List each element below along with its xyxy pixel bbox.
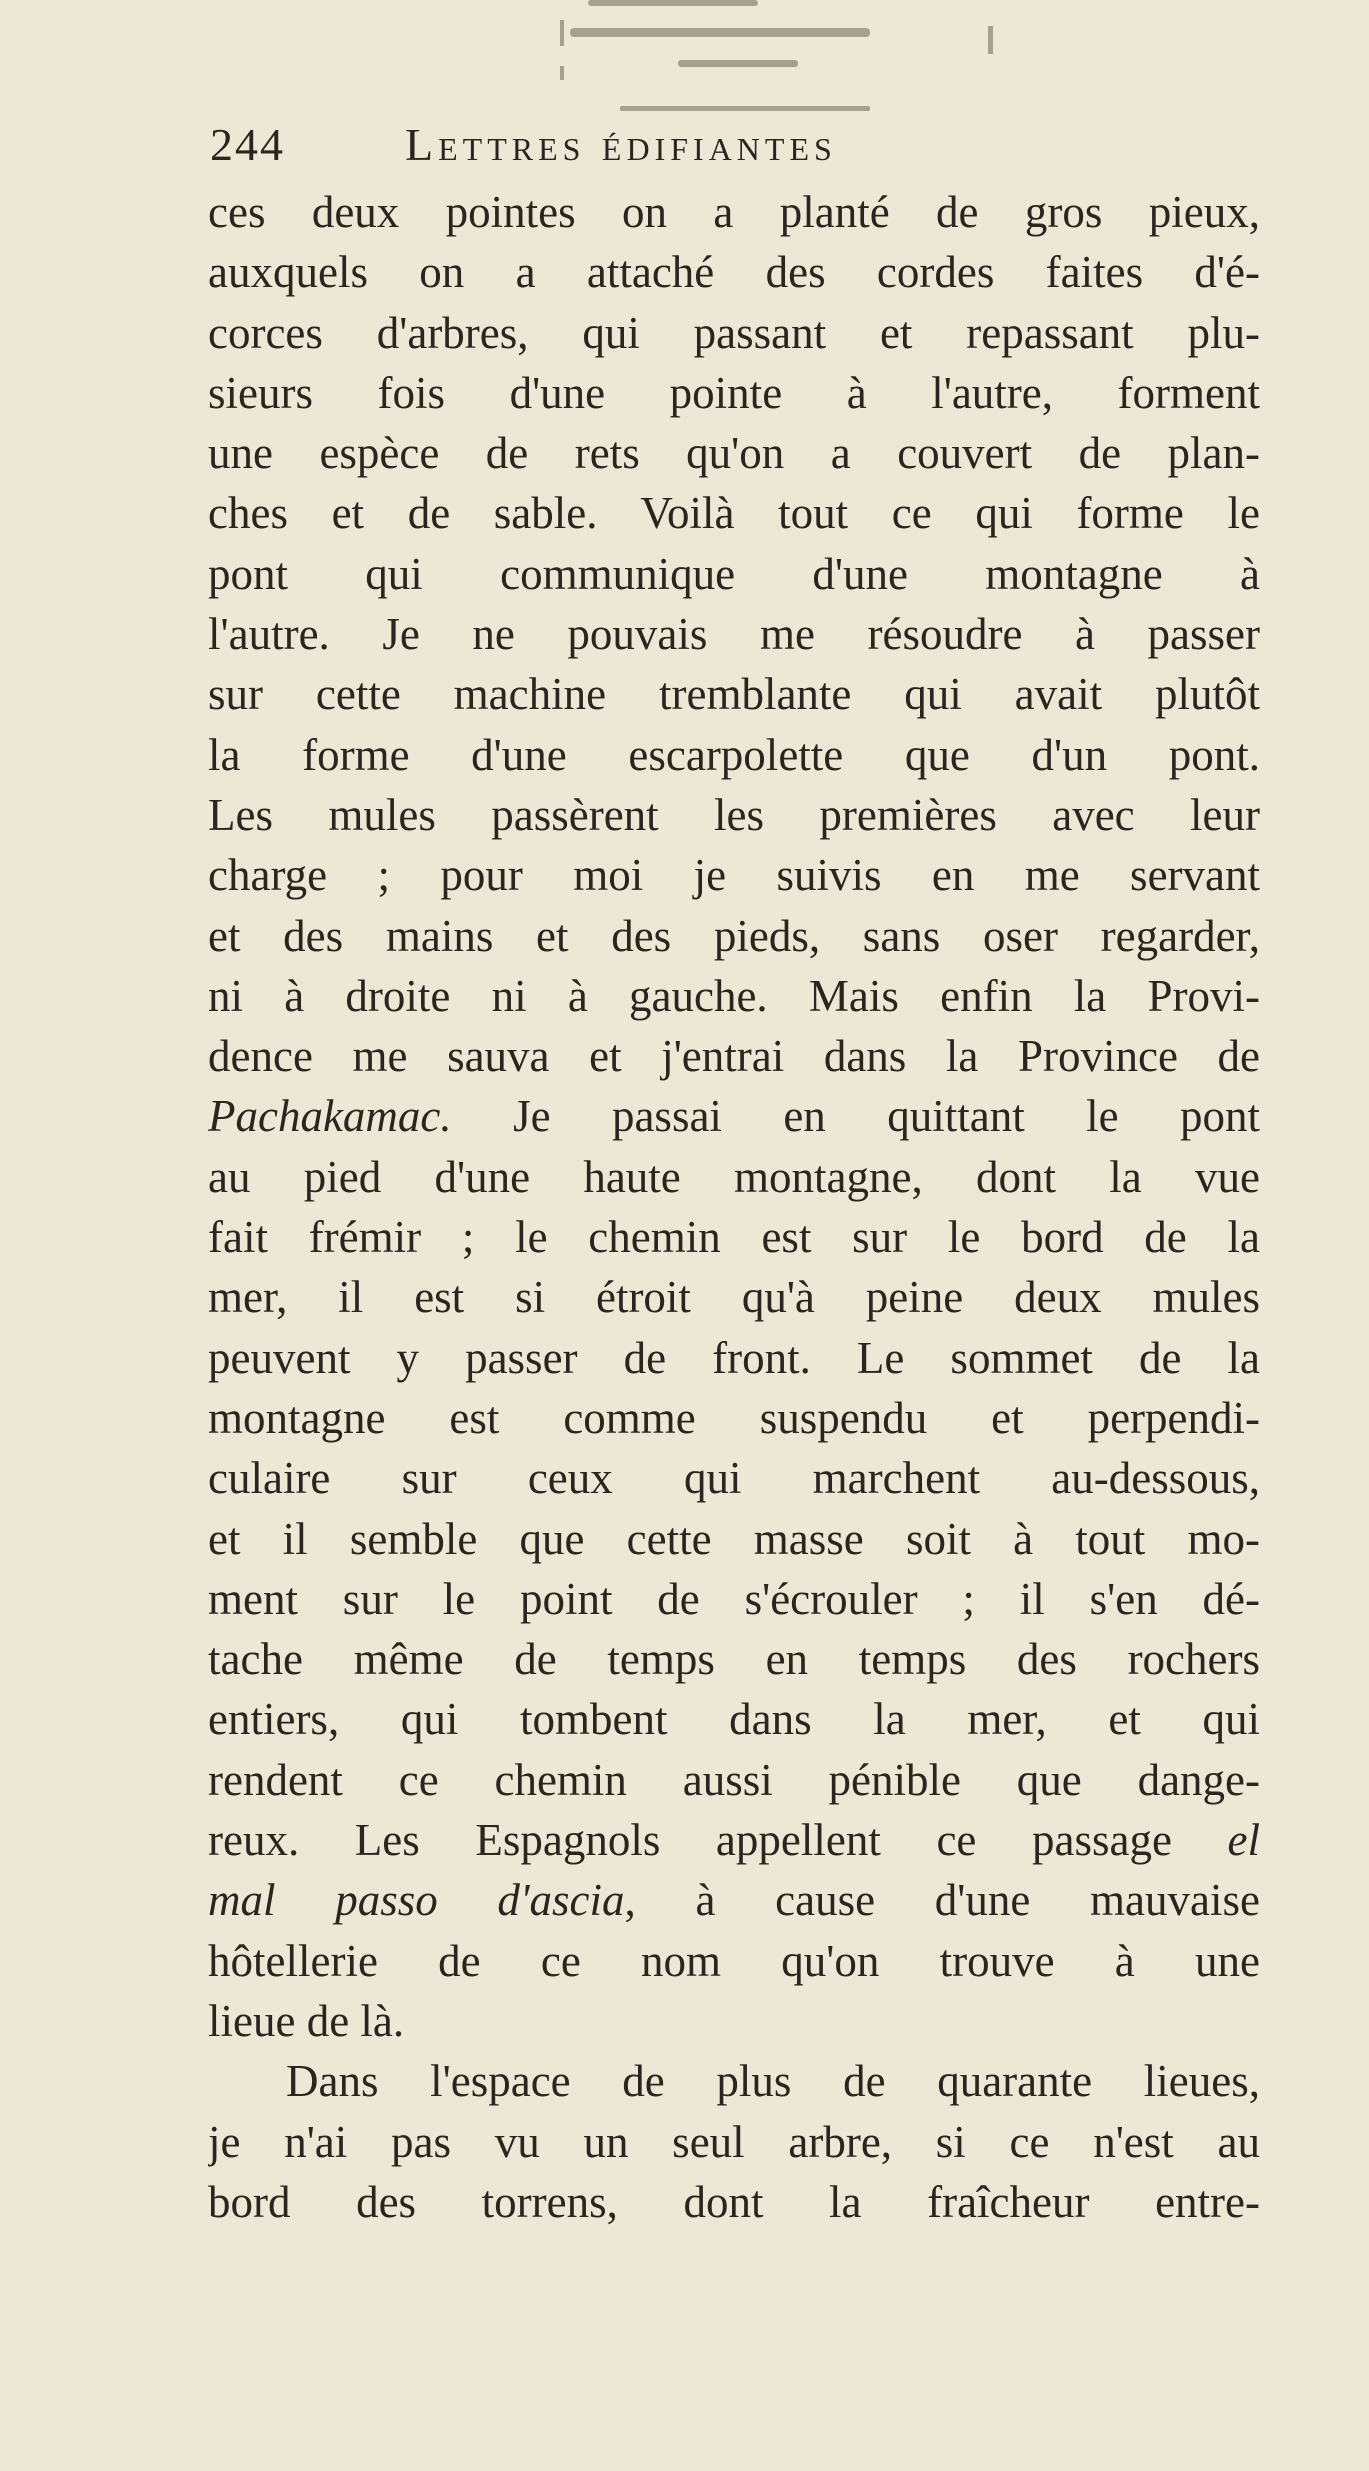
phrase-italic: el bbox=[1227, 1815, 1260, 1866]
text-line: ches et de sable. Voilà tout ce qui forme le bbox=[208, 488, 1260, 539]
text-line: fait frémir ; le chemin est sur le bord de la bbox=[208, 1212, 1260, 1263]
text-line: sur cette machine tremblante qui avait plutôt bbox=[208, 669, 1260, 720]
text-line: peuvent y passer de front. Le sommet de la bbox=[208, 1332, 1260, 1383]
running-header bbox=[210, 118, 1110, 180]
text-line bbox=[208, 1870, 1260, 1930]
text-line: montagne est comme suspendu et perpendi- bbox=[208, 1392, 1260, 1443]
text-line: Les mules passèrent les premières avec leur bbox=[208, 789, 1260, 840]
text-line: lieue de là. bbox=[208, 1995, 405, 2046]
text-line: et des mains et des pieds, sans oser regarder, bbox=[208, 910, 1260, 961]
text-line: Dans l'espace de plus de quarante lieues, bbox=[286, 2056, 1260, 2107]
text-line: mer, il est si étroit qu'à peine deux mules bbox=[208, 1272, 1260, 1323]
running-title: Lettres édifiantes bbox=[405, 119, 837, 170]
text-line: charge ; pour moi je suivis en me servant bbox=[208, 850, 1260, 901]
text-line: la forme d'une escarpolette que d'un pont. bbox=[208, 729, 1260, 780]
text-line: ces deux pointes on a planté de gros pieux, bbox=[208, 187, 1260, 237]
text-line: auxquels on a attaché des cordes faites d'é- bbox=[208, 247, 1260, 298]
text-line: entiers, qui tombent dans la mer, et qui bbox=[208, 1694, 1260, 1745]
text-line: sieurs fois d'une pointe à l'autre, forment bbox=[208, 367, 1260, 418]
page-number: 244 bbox=[210, 119, 285, 170]
text-line: hôtellerie de ce nom qu'on trouve à une bbox=[208, 1935, 1260, 1986]
text-line: une espèce de rets qu'on a couvert de plan- bbox=[208, 428, 1260, 479]
text-line: rendent ce chemin aussi pénible que dange- bbox=[208, 1754, 1260, 1805]
text-line: l'autre. Je ne pouvais me résoudre à passer bbox=[208, 609, 1260, 660]
text-line: pont qui communique d'une montagne à bbox=[208, 548, 1260, 599]
text-line: je n'ai pas vu un seul arbre, si ce n'est au bbox=[208, 2116, 1260, 2167]
text-line: et il semble que cette masse soit à tout mo- bbox=[208, 1513, 1260, 1564]
text-line bbox=[208, 1810, 1260, 1870]
text-line: corces d'arbres, qui passant et repassant plu- bbox=[208, 307, 1260, 358]
line-text: Je passai en quittant le pont bbox=[451, 1091, 1260, 1142]
line-text: reux. Les Espagnols appellent ce passage bbox=[208, 1815, 1228, 1866]
text-line bbox=[208, 1086, 1260, 1146]
line-text: , à cause d'une mauvaise bbox=[624, 1875, 1260, 1926]
text-line: ment sur le point de s'écrouler ; il s'en dé- bbox=[208, 1573, 1260, 1624]
place-name-italic: Pachakamac. bbox=[208, 1091, 452, 1142]
line-text: dence me sauva et j'entrai dans la Province de bbox=[208, 1031, 1260, 1082]
text-line: ni à droite ni à gauche. Mais enfin la Provi- bbox=[208, 970, 1260, 1021]
text-line bbox=[208, 1026, 1260, 1086]
text-line: au pied d'une haute montagne, dont la vue bbox=[208, 1151, 1260, 1202]
body-text bbox=[208, 182, 1260, 2232]
phrase-italic: mal passo d'ascia bbox=[208, 1875, 625, 1926]
bleed-through-smudge bbox=[560, 0, 1060, 120]
text-line: tache même de temps en temps des rochers bbox=[208, 1634, 1260, 1685]
text-line: bord des torrens, dont la fraîcheur entre- bbox=[208, 2176, 1260, 2227]
text-line: culaire sur ceux qui marchent au-dessous, bbox=[208, 1453, 1260, 1504]
